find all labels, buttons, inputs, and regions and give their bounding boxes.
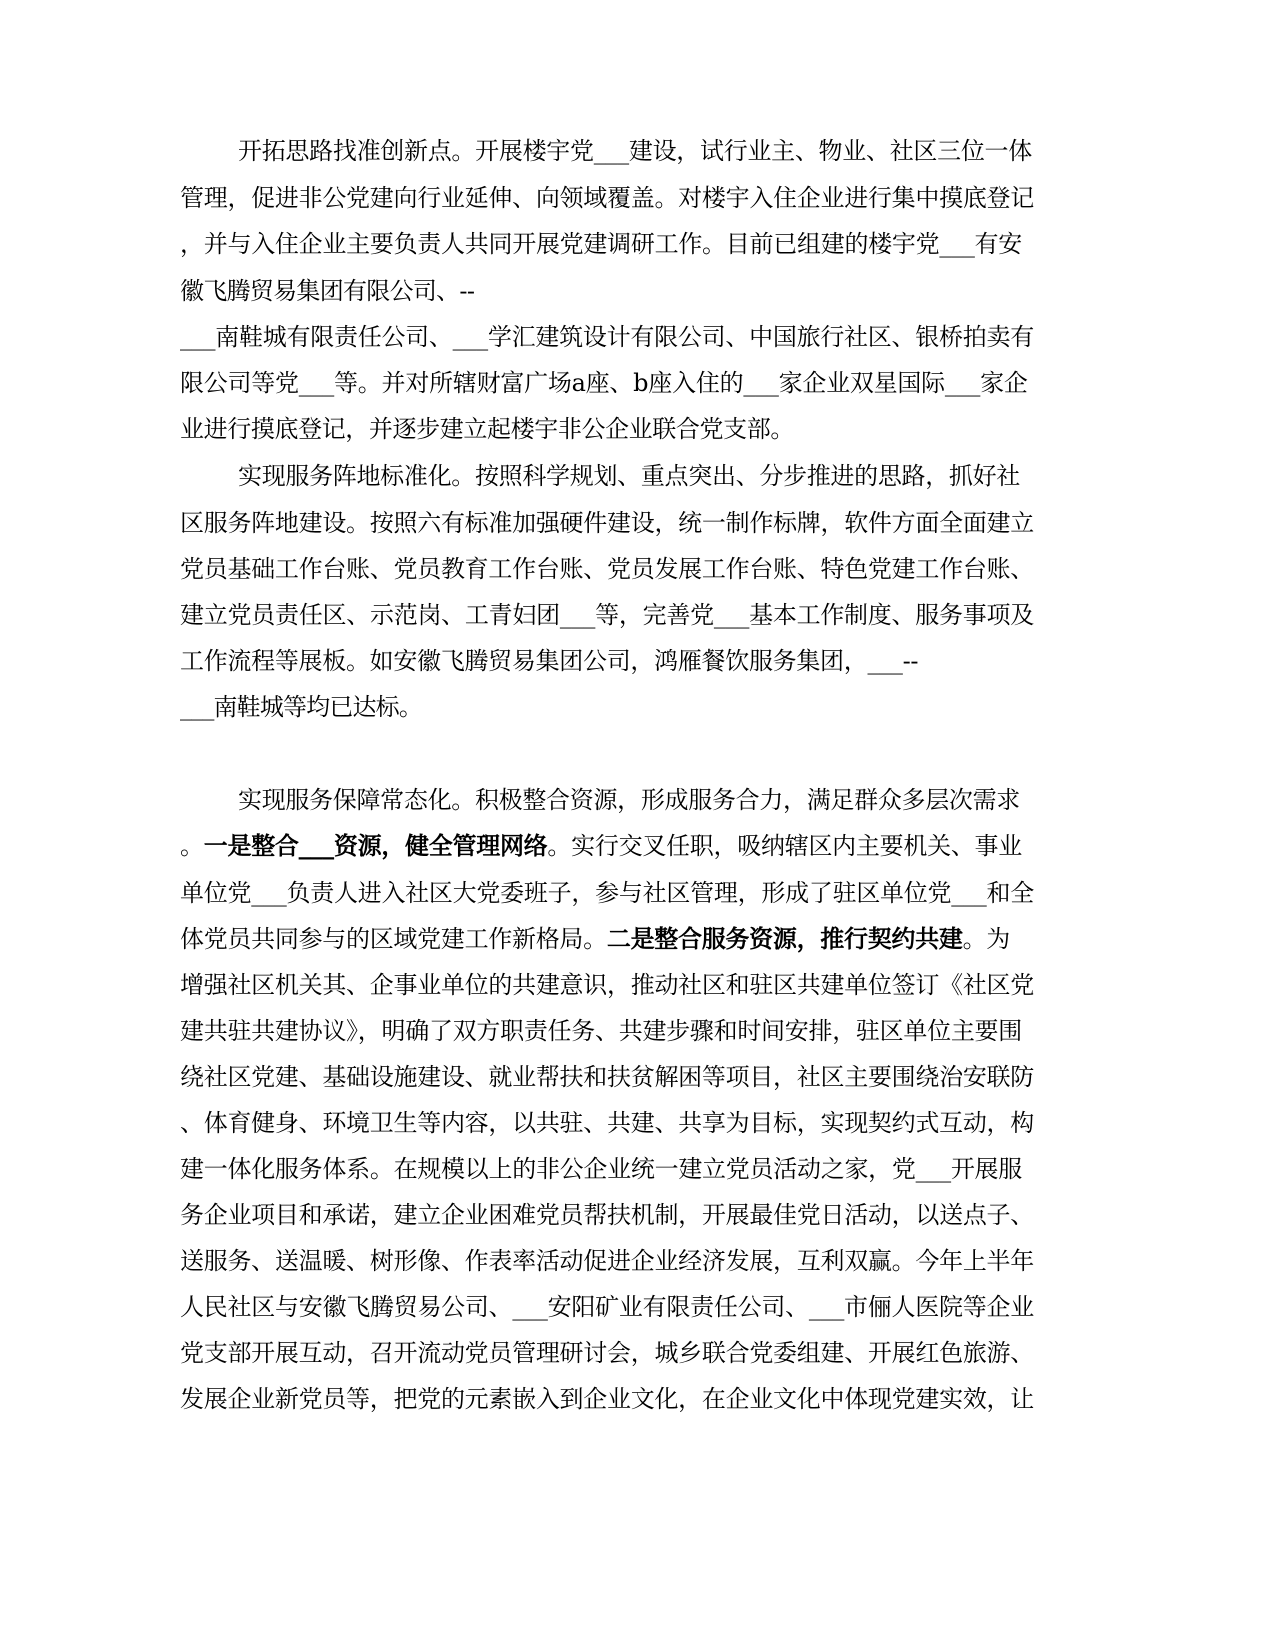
body-text: 工作流程等展板。如安徽飞腾贸易集团公司，鸿雁餐饮服务集团，___-- <box>180 647 919 675</box>
body-text: 党员基础工作台账、党员教育工作台账、党员发展工作台账、特色党建工作台账、 <box>180 555 1034 583</box>
body-text: 管理，促进非公党建向行业延伸、向领域覆盖。对楼宇入住企业进行集中摸底登记 <box>180 184 1034 212</box>
body-text: 实现服务保障常态化。积极整合资源，形成服务合力，满足群众多层次需求 <box>238 786 1020 814</box>
body-text: 实现服务阵地标准化。按照科学规划、重点突出、分步推进的思路，抓好社 <box>238 462 1020 490</box>
body-text: 、体育健身、环境卫生等内容，以共驻、共建、共享为目标，实现契约式互动，构 <box>180 1109 1034 1137</box>
paragraph-3-line-5 <box>180 968 1046 1002</box>
paragraph-3-line-7 <box>180 1060 1046 1094</box>
paragraph-3-line-14 <box>180 1382 1046 1416</box>
body-text: ___南鞋城等均已达标。 <box>180 693 423 721</box>
body-text: 绕社区党建、基础设施建设、就业帮扶和扶贫解困等项目，社区主要围绕治安联防 <box>180 1063 1034 1091</box>
paragraph-1-line-1 <box>238 134 1046 168</box>
body-text: 限公司等党___等。并对所辖财富广场a座、b座入住的___家企业双星国际___家企 <box>180 369 1028 397</box>
body-text: 送服务、送温暖、树形像、作表率活动促进企业经济发展，互利双赢。今年上半年 <box>180 1247 1034 1275</box>
paragraph-2-line-4 <box>180 598 1046 632</box>
paragraph-1-line-6 <box>180 366 1046 400</box>
body-text: 建一体化服务体系。在规模以上的非公企业统一建立党员活动之家，党___开展服 <box>180 1155 1023 1183</box>
body-text: 开拓思路找准创新点。开展楼宇党___建设，试行业主、物业、社区三位一体 <box>238 137 1032 165</box>
paragraph-1-line-5 <box>180 320 1046 354</box>
body-text: 体党员共同参与的区域党建工作新格局。 <box>180 925 607 953</box>
body-text: 人民社区与安徽飞腾贸易公司、___安阳矿业有限责任公司、___市俪人医院等企业 <box>180 1293 1035 1321</box>
body-text: 。为 <box>962 925 1011 953</box>
body-text: ，并与入住企业主要负责人共同开展党建调研工作。目前已组建的楼宇党___有安 <box>180 230 1023 258</box>
paragraph-1-line-2 <box>180 181 1046 215</box>
paragraph-1-line-3 <box>180 227 1046 261</box>
body-text: 建共驻共建协议》，明确了双方职责任务、共建步骤和时间安排，驻区单位主要围 <box>180 1017 1022 1045</box>
paragraph-3-line-8 <box>180 1106 1046 1140</box>
paragraph-2-line-2 <box>180 506 1046 540</box>
bold-heading-text: 一是整合___资源，健全管理网络 <box>203 831 548 860</box>
body-text: 务企业项目和承诺，建立企业困难党员帮扶机制，开展最佳党日活动，以送点子、 <box>180 1201 1034 1229</box>
body-text: 。实行交叉任职，吸纳辖区内主要机关、事业 <box>547 832 1023 860</box>
paragraph-2-line-5 <box>180 644 1046 678</box>
body-text: 单位党___负责人进入社区大党委班子，参与社区管理，形成了驻区单位党___和全 <box>180 879 1035 907</box>
paragraph-3-line-2 <box>180 829 1046 863</box>
paragraph-3-line-11 <box>180 1244 1046 1278</box>
paragraph-3-line-1 <box>238 783 1046 817</box>
paragraph-3-line-12 <box>180 1290 1046 1324</box>
paragraph-1-line-7 <box>180 412 1046 446</box>
body-text: 业进行摸底登记，并逐步建立起楼宇非公企业联合党支部。 <box>180 415 794 443</box>
paragraph-1-line-4 <box>180 274 1046 308</box>
body-text: 。 <box>180 832 204 860</box>
body-text: 发展企业新党员等，把党的元素嵌入到企业文化，在企业文化中体现党建实效，让 <box>180 1385 1034 1413</box>
paragraph-2-line-1 <box>238 459 1046 493</box>
paragraph-3-line-3 <box>180 876 1046 910</box>
paragraph-3-line-13 <box>180 1336 1046 1370</box>
body-text: 建立党员责任区、示范岗、工青妇团___等，完善党___基本工作制度、服务事项及 <box>180 601 1035 629</box>
paragraph-2-line-6 <box>180 690 1046 724</box>
paragraph-2-line-3 <box>180 552 1046 586</box>
paragraph-3-line-9 <box>180 1152 1046 1186</box>
paragraph-3-line-4 <box>180 922 1046 956</box>
bold-heading-text: 二是整合服务资源，推行契约共建 <box>606 924 963 953</box>
body-text: 徽飞腾贸易集团有限公司、-- <box>180 277 475 305</box>
body-text: 区服务阵地建设。按照六有标准加强硬件建设，统一制作标牌，软件方面全面建立 <box>180 509 1034 537</box>
paragraph-3-line-10 <box>180 1198 1046 1232</box>
body-text: 党支部开展互动，召开流动党员管理研讨会，城乡联合党委组建、开展红色旅游、 <box>180 1339 1034 1367</box>
body-text: ___南鞋城有限责任公司、___学汇建筑设计有限公司、中国旅行社区、银桥拍卖有 <box>180 323 1035 351</box>
body-text: 增强社区机关其、企事业单位的共建意识，推动社区和驻区共建单位签订《社区党 <box>180 971 1034 999</box>
paragraph-3-line-6 <box>180 1014 1046 1048</box>
